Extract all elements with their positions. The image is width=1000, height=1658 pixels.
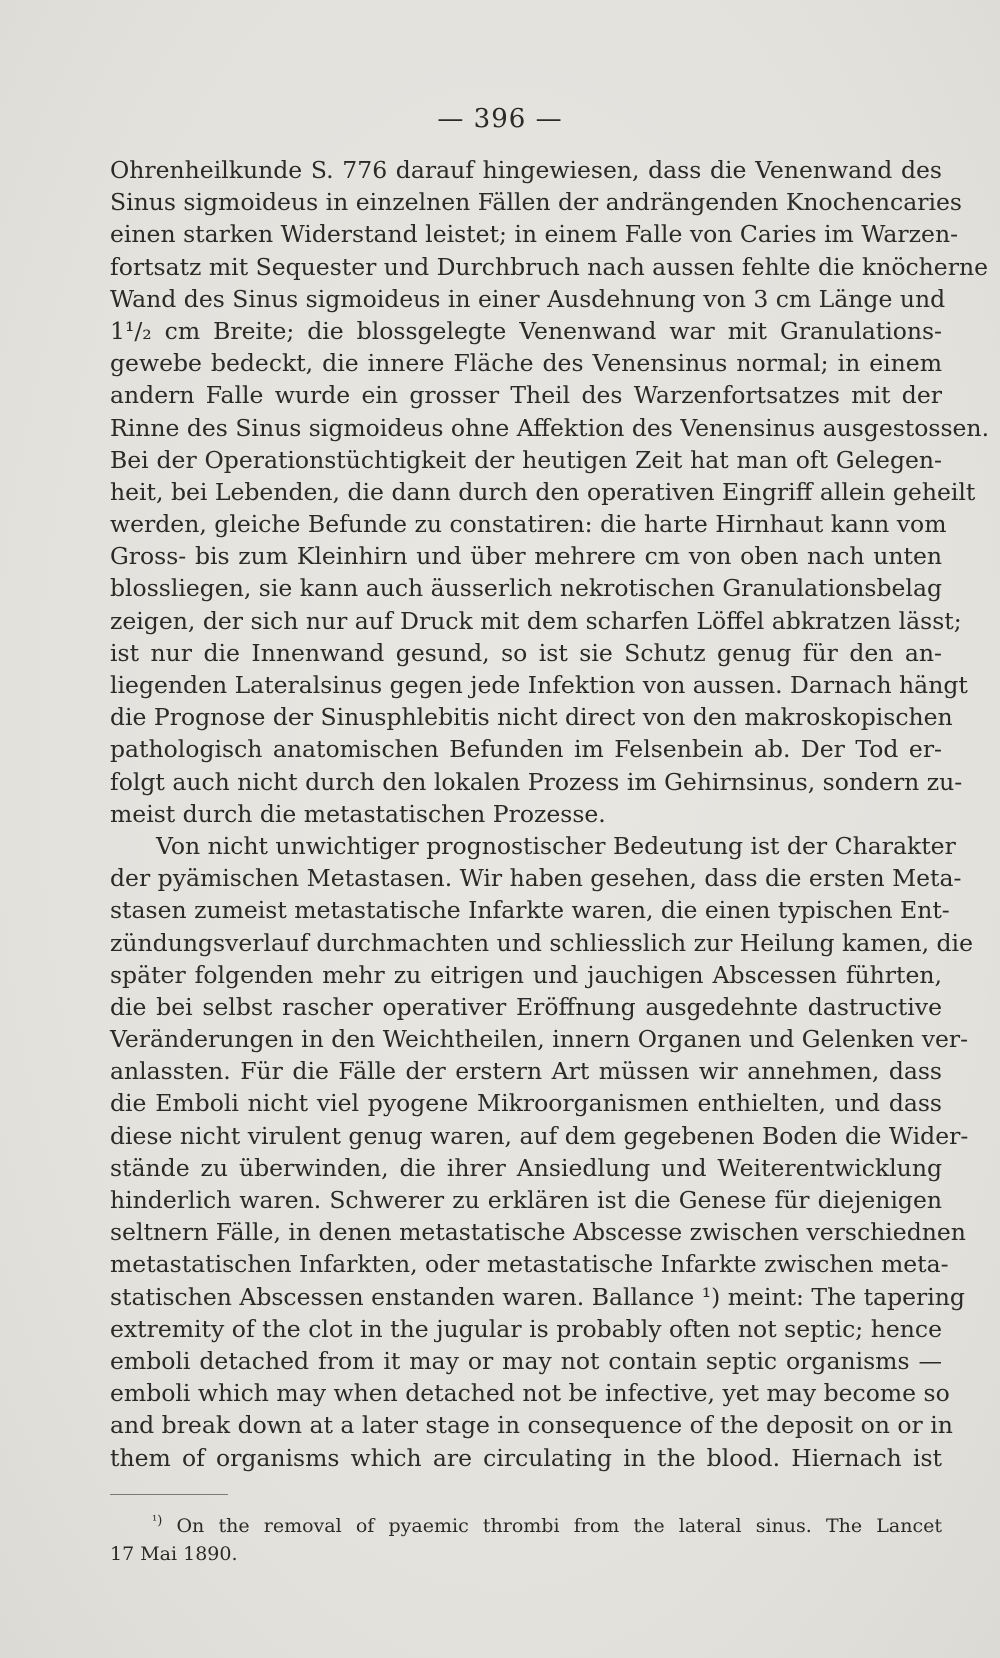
footnote xyxy=(110,1512,942,1568)
text-line: einen starken Widerstand leistet; in einem Falle von Caries im Warzen- xyxy=(110,220,959,249)
footnote-marker: ¹) xyxy=(152,1513,163,1529)
text-line: Gross- bis zum Kleinhirn und über mehrere cm von oben nach unten xyxy=(110,542,942,571)
text-line: metastatischen Infarkten, oder metastatische Infarkte zwischen meta- xyxy=(110,1250,949,1279)
text-line: werden, gleiche Befunde zu constatiren: die harte Hirnhaut kann vom xyxy=(110,510,947,539)
text-line: Rinne des Sinus sigmoideus ohne Affektion des Venensinus ausgestossen. xyxy=(110,413,990,442)
paragraph-end-line: meist durch die metastatischen Prozesse. xyxy=(110,799,606,828)
text-line: die Emboli nicht viel pyogene Mikroorganismen enthielten, und dass xyxy=(110,1089,942,1118)
text-line: andern Falle wurde ein grosser Theil des Warzenfortsatzes mit der xyxy=(110,381,942,410)
text-line: stände zu überwinden, die ihrer Ansiedlung und Weiterentwicklung xyxy=(110,1153,942,1182)
text-line: folgt auch nicht durch den lokalen Prozess im Gehirnsinus, sondern zu- xyxy=(110,767,963,796)
text-line: die Prognose der Sinusphlebitis nicht direct von den makroskopischen xyxy=(110,703,953,732)
text-line: der pyämischen Metastasen. Wir haben gesehen, dass die ersten Meta- xyxy=(110,864,962,893)
text-line: ist nur die Innenwand gesund, so ist sie Schutz genug für den an- xyxy=(110,638,942,667)
text-line: diese nicht virulent genug waren, auf dem gegebenen Boden die Wider- xyxy=(110,1121,969,1150)
text-line: Wand des Sinus sigmoideus in einer Ausdehnung von 3 cm Länge und xyxy=(110,284,946,313)
text-line: gewebe bedeckt, die innere Fläche des Venensinus normal; in einem xyxy=(110,349,942,378)
body-text xyxy=(110,154,990,1474)
footnote-date: 17 Mai 1890. xyxy=(110,1543,238,1565)
text-line: emboli detached from it may or may not contain septic organisms — xyxy=(110,1346,942,1375)
text-line: and break down at a later stage in consequence of the deposit on or in xyxy=(110,1411,953,1440)
text-line: emboli which may when detached not be infective, yet may become so xyxy=(110,1379,950,1408)
page-number: — 396 — xyxy=(437,104,563,134)
text-line: liegenden Lateralsinus gegen jede Infektion von aussen. Darnach hängt xyxy=(110,671,968,699)
text-line: seltnern Fälle, in denen metastatische Abscesse zwischen verschiednen xyxy=(110,1218,966,1247)
text-line: anlassten. Für die Fälle der erstern Art müssen wir annehmen, dass xyxy=(110,1057,942,1086)
text-line: extremity of the clot in the jugular is probably often not septic; hence xyxy=(110,1314,942,1343)
footnote-divider xyxy=(110,1494,228,1495)
text-line: hinderlich waren. Schwerer zu erklären ist die Genese für diejenigen xyxy=(110,1186,942,1214)
text-line: zeigen, der sich nur auf Druck mit dem scharfen Löffel abkratzen lässt; xyxy=(110,606,962,635)
text-line: heit, bei Lebenden, die dann durch den operativen Eingriff allein geheilt xyxy=(110,477,976,506)
text-line: Ohrenheilkunde S. 776 darauf hingewiesen, dass die Venenwand des xyxy=(110,156,942,184)
text-line: stasen zumeist metastatische Infarkte waren, die einen typischen Ent- xyxy=(110,896,950,925)
text-line: pathologisch anatomischen Befunden im Felsenbein ab. Der Tod er- xyxy=(110,735,942,764)
text-line: die bei selbst rascher operativer Eröffnung ausgedehnte dastructive xyxy=(110,992,942,1021)
footnote-text: On the removal of pyaemic thrombi from the lateral sinus. The Lancet xyxy=(176,1515,943,1537)
text-line: Veränderungen in den Weichtheilen, innern Organen und Gelenken ver- xyxy=(110,1025,969,1054)
text-line: Bei der Operationstüchtigkeit der heutigen Zeit hat man oft Gelegen- xyxy=(110,445,942,474)
text-line: später folgenden mehr zu eitrigen und jauchigen Abscessen führten, xyxy=(110,960,942,989)
text-line: fortsatz mit Sequester und Durchbruch nach aussen fehlte die knöcherne xyxy=(110,252,988,281)
paragraph-start-line: Von nicht unwichtiger prognostischer Bedeutung ist der Charakter xyxy=(156,831,956,860)
text-line: statischen Abscessen enstanden waren. Ballance ¹) meint: The tapering xyxy=(110,1282,965,1311)
text-line: zündungsverlauf durchmachten und schliesslich zur Heilung kamen, die xyxy=(110,928,973,957)
text-line: them of organisms which are circulating in the blood. Hiernach ist xyxy=(110,1443,942,1472)
footnote-line xyxy=(110,1512,942,1540)
text-line: 1¹/₂ cm Breite; die blossgelegte Venenwand war mit Granulations- xyxy=(110,316,942,345)
text-line: blossliegen, sie kann auch äusserlich nekrotischen Granulationsbelag xyxy=(110,574,942,603)
text-line: Sinus sigmoideus in einzelnen Fällen der andrängenden Knochencaries xyxy=(110,188,962,217)
